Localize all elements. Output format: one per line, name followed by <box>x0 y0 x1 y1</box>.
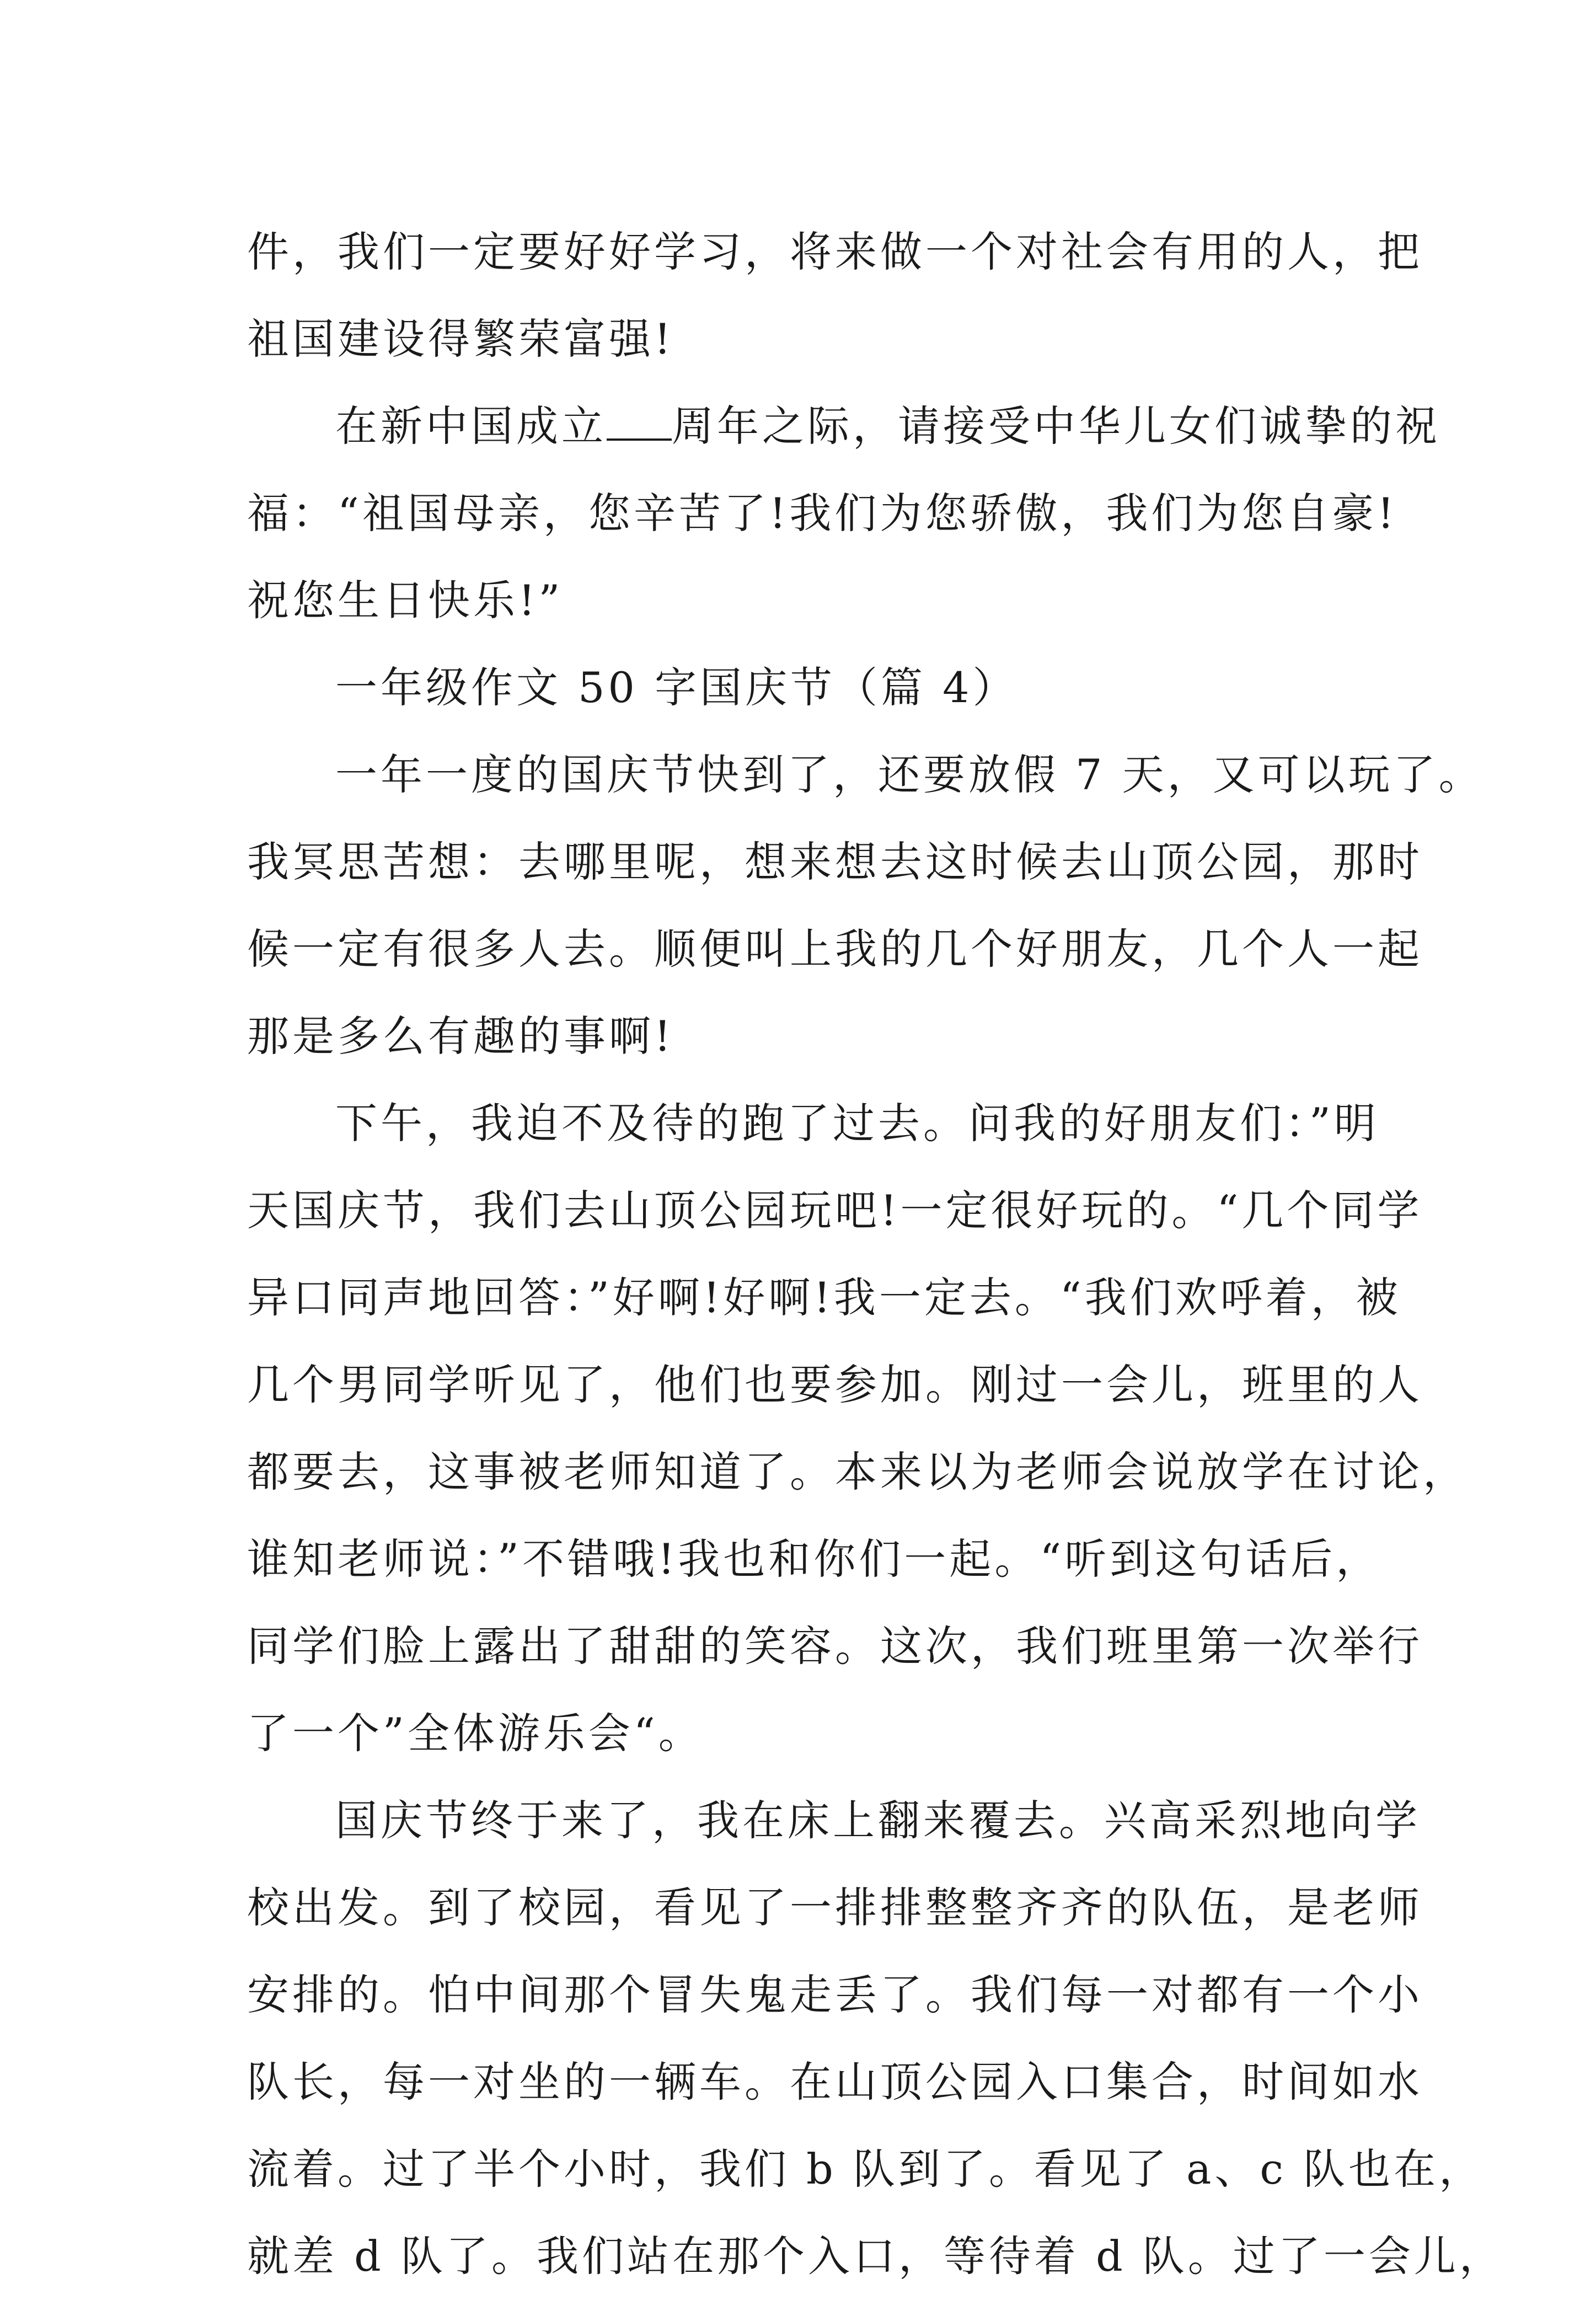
text-line: 下午，我迫不及待的跑了过去。问我的好朋友们：”明 <box>335 1099 1379 1148</box>
text-fragment: 周年之际，请接受中华儿女们诚挚的祝 <box>672 402 1440 451</box>
text-line: 都要去，这事被老师知道了。本来以为老师会说放学在讨论， <box>247 1447 1468 1496</box>
text-line: 几个男同学听见了，他们也要参加。刚过一会儿，班里的人 <box>247 1360 1423 1409</box>
text-line: 就差 d 队了。我们站在那个入口，等待着 d 队。过了一会儿， <box>247 2232 1504 2281</box>
text-line: 谁知老师说：”不错哦!我也和你们一起。“听到这句话后， <box>247 1534 1381 1584</box>
section-heading: 一年级作文 50 字国庆节（篇 4） <box>335 663 1018 712</box>
fill-in-blank <box>607 404 672 441</box>
text-line: 件，我们一定要好好学习，将来做一个对社会有用的人，把 <box>247 227 1423 276</box>
text-line: 了一个”全体游乐会“。 <box>247 1709 704 1758</box>
text-line: 祖国建设得繁荣富强! <box>247 314 674 363</box>
text-fragment: 在新中国成立 <box>335 402 607 451</box>
text-line: 祝您生日快乐!” <box>247 576 564 625</box>
text-line: 国庆节终于来了，我在床上翻来覆去。兴高采烈地向学 <box>335 1796 1421 1845</box>
text-line: 队长，每一对坐的一辆车。在山顶公园入口集合，时间如水 <box>247 2057 1423 2106</box>
text-line: 安排的。怕中间那个冒失鬼走丢了。我们每一对都有一个小 <box>247 1970 1423 2019</box>
essay-text <box>247 208 1504 2300</box>
text-line: 天国庆节，我们去山顶公园玩吧!一定很好玩的。“几个同学 <box>247 1186 1423 1235</box>
text-line: 我冥思苦想：去哪里呢，想来想去这时候去山顶公园，那时 <box>247 837 1423 886</box>
text-line: 福：“祖国母亲，您辛苦了!我们为您骄傲，我们为您自豪! <box>247 489 1397 538</box>
text-line: 同学们脸上露出了甜甜的笑容。这次，我们班里第一次举行 <box>247 1622 1423 1671</box>
text-line <box>247 383 1440 470</box>
text-line: 候一定有很多人去。顺便叫上我的几个好朋友，几个人一起 <box>247 924 1423 974</box>
text-line: 那是多么有趣的事啊! <box>247 1012 674 1061</box>
text-line: 异口同声地回答：”好啊!好啊!我一定去。“我们欢呼着，被 <box>247 1273 1401 1322</box>
text-line: 一年一度的国庆节快到了，还要放假 7 天，又可以玩了。 <box>335 750 1484 799</box>
text-line: 流着。过了半个小时，我们 b 队到了。看见了 a、c 队也在， <box>247 2144 1485 2194</box>
text-line: 校出发。到了校园，看见了一排排整整齐齐的队伍，是老师 <box>247 1883 1423 1932</box>
